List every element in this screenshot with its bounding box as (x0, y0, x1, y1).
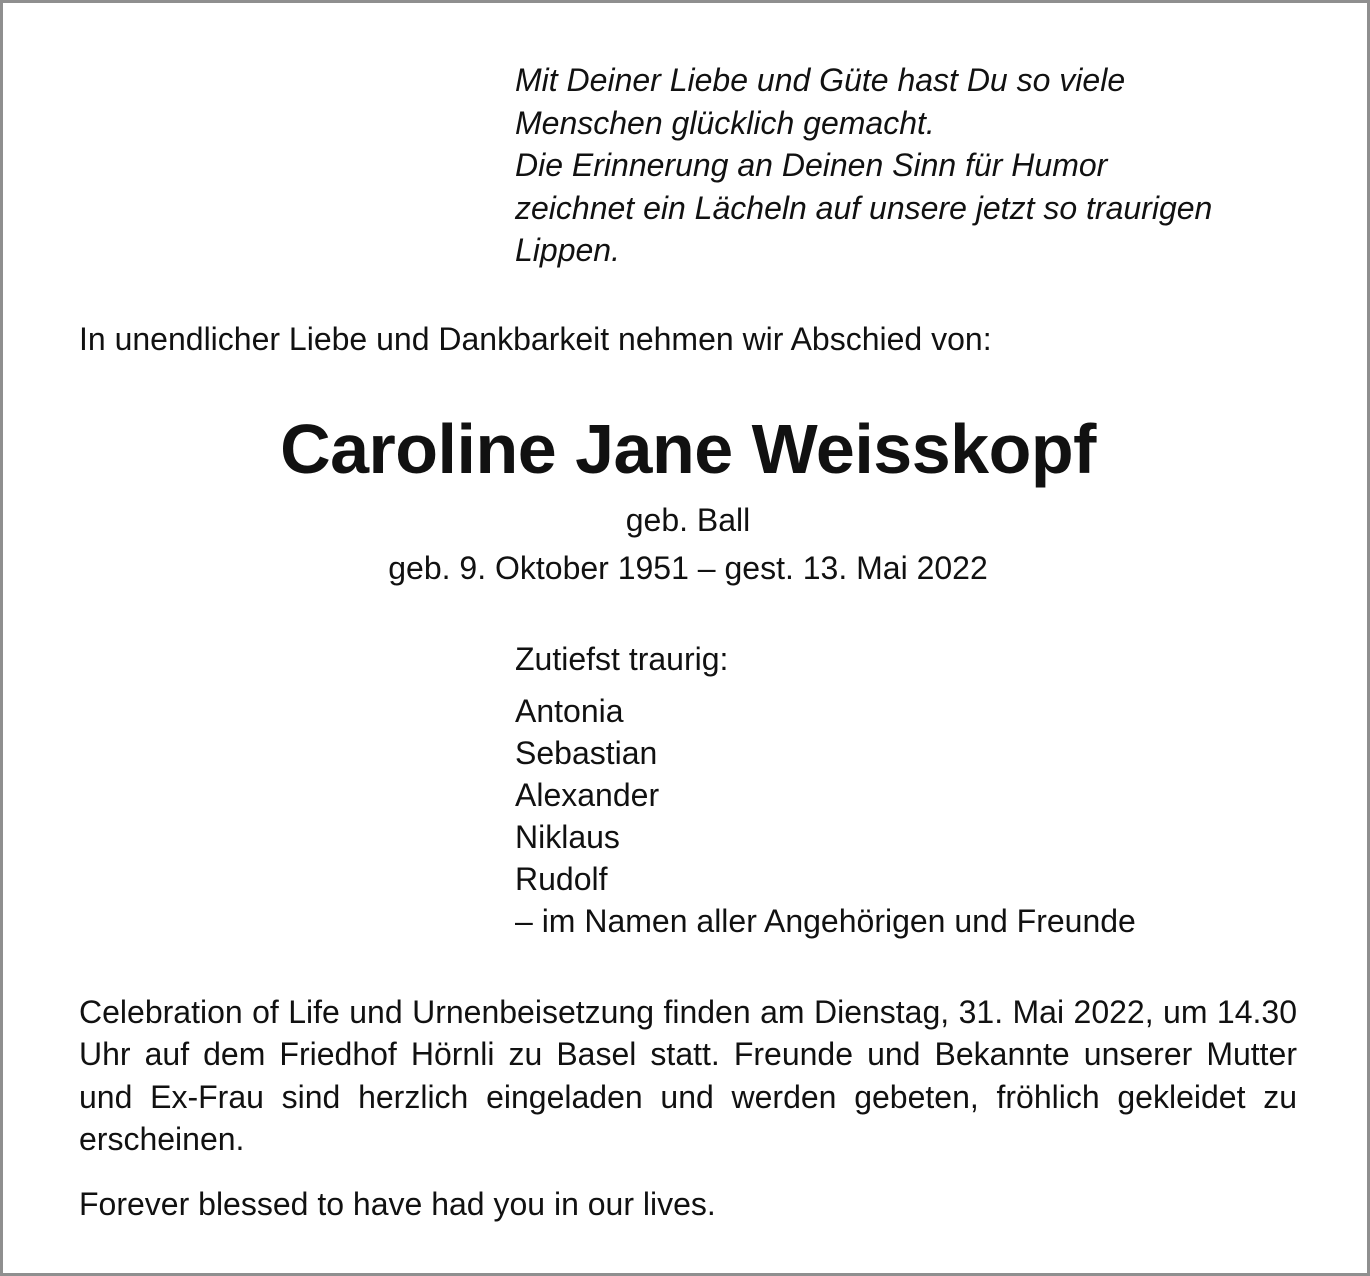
mourners-closing-line: – im Namen aller Angehörigen und Freunde (515, 903, 1136, 939)
mourners-heading: Zutiefst traurig: (515, 641, 729, 677)
closing-sentence: Forever blessed to have had you in our lives. (79, 1186, 716, 1222)
poem-line: Die Erinnerung an Deinen Sinn für Humor (515, 147, 1108, 183)
mourners-list (515, 690, 1136, 942)
farewell-intro: In unendlicher Liebe und Dankbarkeit nehmen wir Abschied von: (79, 321, 992, 357)
poem-line: Menschen glücklich gemacht. (515, 104, 935, 141)
life-dates: geb. 9. Oktober 1951 – gest. 13. Mai 2022 (388, 550, 988, 586)
mourner-name: Alexander (515, 777, 660, 813)
mourner-name: Antonia (515, 693, 624, 729)
ceremony-details: Celebration of Life und Urnenbeisetzung finden am Dienstag, 31. Mai 2022, um 14.30 Uhr auf dem Friedhof Hörnli zu Basel statt. Freunde und Bekannte unserer Mutter und Ex-Frau sind herzlich eingeladen und werden gebeten, fröhlich gekleidet zu erscheinen. (79, 994, 1297, 1157)
deceased-name: Caroline Jane Weisskopf (280, 410, 1096, 488)
mourner-name: Rudolf (515, 861, 608, 897)
memorial-poem (515, 59, 1315, 272)
poem-line: Mit Deiner Liebe und Güte hast Du so viele (515, 62, 1126, 98)
maiden-name: geb. Ball (625, 502, 751, 538)
poem-line: zeichnet ein Lächeln auf unsere jetzt so traurigen (515, 189, 1213, 226)
mourner-name: Sebastian (515, 735, 658, 771)
poem-line: Lippen. (515, 232, 620, 268)
mourner-name: Niklaus (515, 819, 620, 855)
